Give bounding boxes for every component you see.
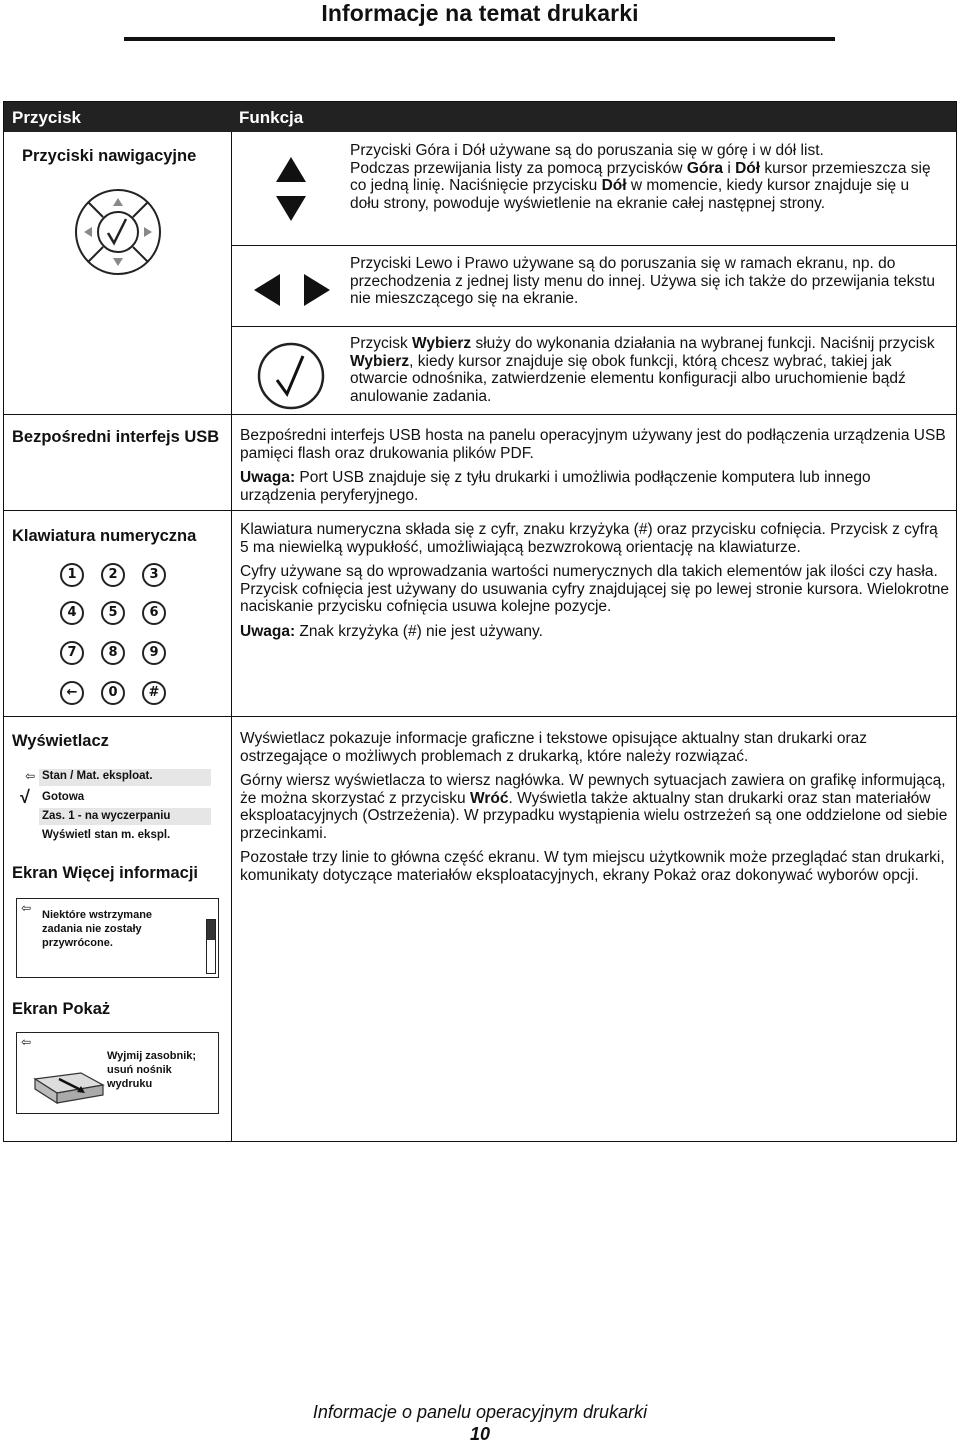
display-p3: Pozostałe trzy linie to główna część ekranu. W tym miejscu użytkownik może przeglądać stan drukarki, komunikaty dotyczące materiałów eksploatacyjnych, ekrany Pokaż oraz dokonywać wyborów opcji.	[240, 849, 945, 884]
keypad-description	[240, 521, 950, 640]
usb-p1: Bezpośredni interfejs USB hosta na panelu operacyjnym używany jest do podłączenia urządzenia USB pamięci flash oraz drukowania plików PDF.	[240, 427, 946, 462]
row-divider	[4, 716, 956, 717]
column-divider	[231, 132, 232, 1141]
keypad-key-1: 1	[60, 563, 84, 587]
show-screen-sample	[16, 1032, 219, 1114]
back-arrow-icon: ⇦	[25, 769, 36, 783]
row-divider	[4, 414, 956, 415]
keypad-key-7: 7	[60, 641, 84, 665]
more-info-line-1: Niektóre wstrzymane	[42, 909, 153, 921]
more-info-line-3: przywrócone.	[42, 937, 113, 949]
page-title: Informacje na temat drukarki	[321, 0, 639, 26]
select-description: Przycisk Wybierz służy do wykonania działania na wybranej funkcji. Naciśnij przycisk Wybierz, kiedy kursor znajduje się obok funkcji, którą chcesz wybrać, takiej jak otwarcie odnośnika, zatwierdzenie elementu konfiguracji albo uruchomienie bądź anulowanie zadania.	[350, 335, 935, 405]
row-divider	[4, 510, 956, 511]
show-screen-label: Ekran Pokaż	[12, 1000, 111, 1018]
keypad-key-4: 4	[60, 601, 84, 625]
scrollbar[interactable]	[206, 919, 216, 974]
tray-removal-icon	[31, 1069, 107, 1107]
updown-p1: Przyciski Góra i Dół używane są do poruszania się w górę i w dół list.	[350, 142, 824, 159]
page-number: 10	[469, 1424, 491, 1444]
divider-line	[232, 245, 956, 246]
back-arrow-icon: ⇦	[21, 1035, 32, 1049]
display-p1: Wyświetlacz pokazuje informacje graficzne i tekstowe opisujące aktualny stan drukarki oraz ostrzegające o możliwych problemach z drukarką, które należy rozwiązać.	[240, 730, 868, 765]
screen-line-2: Gotowa	[42, 791, 85, 803]
footer-title: Informacje o panelu operacyjnym drukarki	[312, 1402, 648, 1422]
left-right-arrows-icon	[254, 272, 330, 308]
screen-line-1: Stan / Mat. eksploat.	[42, 770, 153, 782]
button-function-table	[3, 101, 957, 1142]
display-description	[240, 730, 952, 884]
screen-line-4: Wyświetl stan m. ekspl.	[42, 829, 171, 841]
more-info-line-2: zadania nie zostały	[42, 923, 142, 935]
show-line-3: wydruku	[107, 1078, 153, 1090]
screen-line-3: Zas. 1 - na wyczerpaniu	[42, 810, 171, 822]
keypad-label: Klawiatura numeryczna	[12, 527, 197, 545]
scrollbar-thumb[interactable]	[207, 920, 215, 940]
column-header-button: Przycisk	[12, 108, 81, 127]
checkmark-icon: √	[20, 787, 30, 807]
title-rule	[124, 37, 835, 41]
usb-note: Uwaga: Port USB znajduje się z tyłu drukarki i umożliwia podłączenie komputera lub innego urządzenia peryferyjnego.	[240, 469, 871, 504]
display-screen-sample	[17, 766, 216, 846]
more-info-label: Ekran Więcej informacji	[12, 864, 199, 882]
show-line-1: Wyjmij zasobnik;	[107, 1050, 197, 1062]
keypad-backspace-key: ←	[60, 681, 84, 705]
select-button-icon	[257, 342, 325, 410]
keypad-hash-key: #	[142, 681, 166, 705]
up-down-arrows-icon	[276, 157, 306, 221]
keypad-key-9: 9	[142, 641, 166, 665]
display-p2: Górny wiersz wyświetlacza to wiersz nagłówka. W pewnych sytuacjach zawiera on grafikę informującą, że można skorzystać z przycisku Wróć. Wyświetla także aktualny stan drukarki oraz stan materiałów eksploatacyjnych (Ostrzeżenia). W przypadku wystąpienia wielu ostrzeżeń są one oddzielone od siebie przecinkami.	[240, 772, 948, 842]
divider-line	[232, 326, 956, 327]
updown-p2: Podczas przewijania listy za pomocą przycisków Góra i Dół kursor przemieszcza się co jedną linię. Naciśnięcie przycisku Dół w momencie, kiedy kursor znajduje się u dołu strony, powoduje wyświetlenie na ekranie całej następnej strony.	[350, 159, 931, 212]
keypad-key-6: 6	[142, 601, 166, 625]
more-info-screen	[16, 898, 219, 978]
keypad-key-8: 8	[101, 641, 125, 665]
table-header	[4, 102, 956, 132]
leftright-description: Przyciski Lewo i Prawo używane są do poruszania się w ramach ekranu, np. do przechodzenia z jednej listy menu do innej. Używa się ich także do przewijania tekstu nie mieszczącego się na ekranie.	[350, 255, 935, 307]
column-header-function: Funkcja	[239, 108, 304, 127]
usb-label: Bezpośredni interfejs USB	[12, 428, 220, 446]
nav-pad-icon	[73, 187, 163, 277]
updown-description	[350, 142, 940, 212]
keypad-key-5: 5	[101, 601, 125, 625]
keypad-p1: Klawiatura numeryczna składa się z cyfr, znaku krzyżyka (#) oraz przycisku cofnięcia. Przycisk z cyfrą 5 ma niewielką wypukłość, umożliwiającą bezwzrokową orientację na klawiaturze.	[240, 521, 938, 556]
show-line-2: usuń nośnik	[107, 1064, 172, 1076]
nav-buttons-label: Przyciski nawigacyjne	[22, 147, 197, 165]
keypad-p2: Cyfry używane są do wprowadzania wartości numerycznych dla takich elementów jak ilości czy hasła. Przycisk cofnięcia jest używany do usuwania cyfry znajdującej się po lewej stronie kursora. Wielokrotne naciskanie przycisku cofnięcia usuwa kolejne pozycje.	[240, 563, 950, 615]
keypad-key-2: 2	[101, 563, 125, 587]
keypad-key-0: 0	[101, 681, 125, 705]
display-label: Wyświetlacz	[12, 732, 109, 750]
keypad-note: Uwaga: Znak krzyżyka (#) nie jest używany.	[240, 622, 543, 640]
usb-description	[240, 427, 950, 504]
back-arrow-icon: ⇦	[21, 901, 32, 915]
keypad-key-3: 3	[142, 563, 166, 587]
